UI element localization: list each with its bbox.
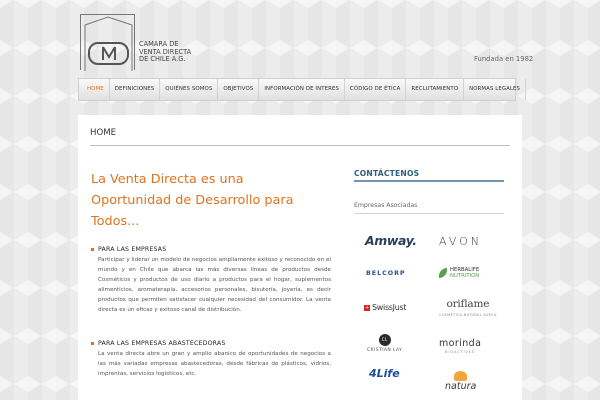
nav-item-informacion[interactable]: INFORMACIÓN DE INTERES [259,79,345,100]
leaf-icon [439,268,447,278]
section-empresas [91,246,331,316]
section-heading-text: PARA LAS EMPRESAS [98,246,167,253]
logo-avon[interactable]: AVON [439,235,483,248]
associates-divider [354,213,504,214]
main-nav [78,78,521,101]
nav-item-reclutamiento[interactable]: RECLUTAMIENTO [406,79,464,100]
logo-amway[interactable]: Amway. [365,233,417,248]
title-divider [90,145,510,146]
site-name [139,41,191,64]
logo-natura-text: natura [445,381,477,392]
logo-cristian-lay[interactable] [367,334,402,354]
site-header [0,0,600,78]
logo-morinda-sub: BIOACTIVES [445,350,475,354]
logo-morinda-text: morinda [439,338,482,349]
logo-swissjust-text: SwissJust [372,303,407,312]
section-body: La venta directa abre un gran y amplio abanico de oportunidades de negocios a las más variadas empresas abastecedoras, desde fábricas de plásticos, vidrios, imprentas, servicios logísticos, etc. [98,351,331,378]
flower-icon [454,371,467,381]
site-name-line-3: DE CHILE A.G. [139,55,186,64]
bullet-icon [91,342,94,345]
logo-oriflame[interactable] [439,299,497,321]
nav-item-quienes-somos[interactable]: QUIÉNES SOMOS [160,79,218,100]
logo-belcorp[interactable]: BELCORP [366,270,406,277]
section-abastecedoras [91,340,331,379]
nav-item-definiciones[interactable]: DEFINICIONES [110,79,161,100]
logo-herbalife-line-1: HERBALIFE [450,267,480,273]
logo-oriflame-text: oriflame [446,298,490,310]
logo-4life[interactable]: 4Life [369,367,400,380]
cvd-logo-icon [81,15,136,71]
contact-divider [354,180,504,182]
site-logo[interactable] [80,14,135,70]
swiss-cross-icon: + [365,304,369,311]
bullet-icon [91,248,94,251]
section-heading [91,340,331,347]
site-name-line-1: CAMARA DE [139,40,179,48]
logo-cristian-text: CRISTIAN LAY [367,348,403,353]
nav-item-normas-legales[interactable]: NORMAS LEGALES [464,79,526,100]
logo-oriflame-sub: COSMÉTICA NATURAL SUECA [439,313,497,317]
site-name-line-2: VENTA DIRECTA [139,47,192,56]
associates-label: Empresas Asociadas [354,202,418,209]
nav-item-codigo-etica[interactable]: CÓDIGO DE ÉTICA [345,79,406,100]
logo-swissjust[interactable] [364,303,406,312]
logo-herbalife-line-2: NUTRITION [450,273,480,279]
contact-link[interactable]: CONTÁCTENOS [354,169,420,178]
section-body: Participar y liderar un modelo de negocios ampliamente exitoso y reconocido en el mundo y en Chile que abarca las más diversas líneas de productos desde Cosméticos y productos de uso diario a productos para el hogar, suplementos alimenticios, aromaterapia, accesorios personales, bisutería, joyería, es decir productos que permiten satisfacer cualquier necesidad del consumidor. La venta directa es un eficaz y exitoso canal de distribución. [98,257,331,314]
section-heading [91,246,331,253]
nav-item-objetivos[interactable]: OBJETIVOS [218,79,259,100]
page-title: HOME [90,128,117,138]
logo-herbalife[interactable] [439,267,479,279]
logo-natura[interactable] [445,371,476,391]
main-panel [78,115,522,400]
cristian-lay-mark-icon: CL [379,334,391,346]
intro-heading: La Venta Directa es una Oportunidad de Desarrollo para Todos... [91,172,294,229]
nav-item-home[interactable]: HOME [82,79,110,100]
logo-morinda[interactable] [439,339,481,357]
founded-text: Fundada en 1982 [474,55,534,63]
section-heading-text: PARA LAS EMPRESAS ABASTECEDORAS [98,340,226,347]
